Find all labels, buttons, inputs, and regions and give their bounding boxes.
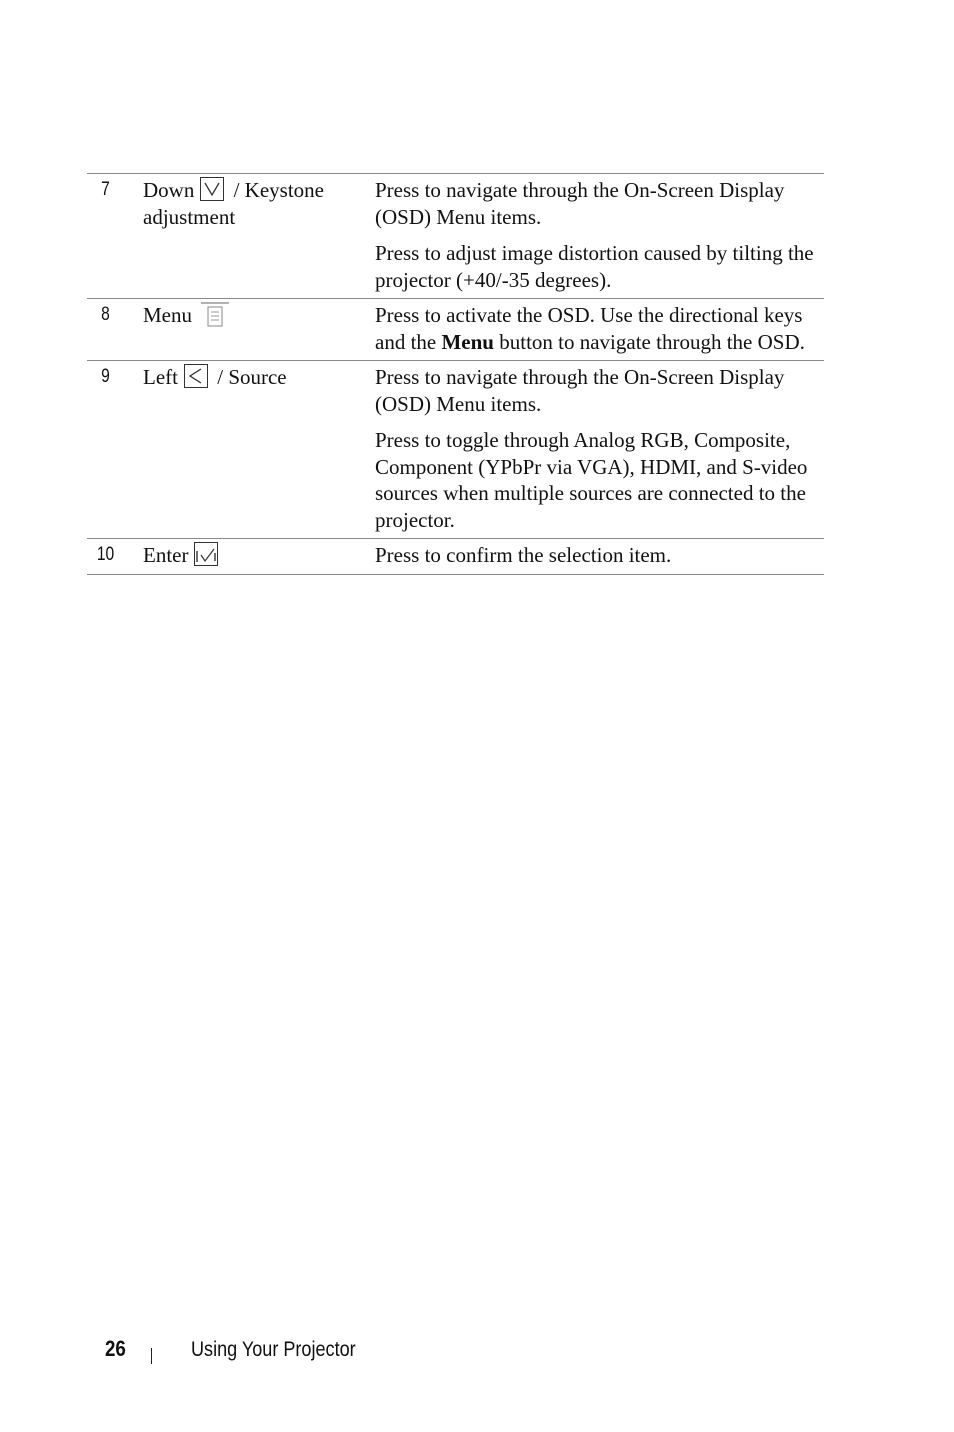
description-paragraph: Press to confirm the selection item.	[375, 543, 672, 567]
feature-name: Menu	[143, 303, 192, 327]
feature-name: Enter	[143, 543, 189, 567]
footer-divider	[151, 1348, 152, 1364]
button-description-table	[87, 173, 824, 575]
menu-key-icon	[201, 302, 229, 328]
description-text: Press to activate the OSD. Use the directional keys and the	[375, 303, 803, 354]
feature-cell	[143, 364, 363, 391]
row-number: 10	[96, 544, 115, 565]
description-cell	[375, 299, 824, 360]
description-paragraph	[375, 302, 824, 355]
row-number: 8	[101, 304, 110, 325]
description-text: button to navigate through the OSD.	[499, 329, 805, 354]
feature-cell	[143, 177, 363, 231]
footer-section-title: Using Your Projector	[191, 1338, 356, 1361]
enter-check-key-icon	[194, 542, 218, 566]
feature-cell	[143, 542, 363, 569]
table-row	[87, 539, 824, 575]
description-paragraph: Press to adjust image distortion caused by tilting the projector (+40/-35 degrees).	[375, 241, 814, 292]
table-row	[87, 299, 824, 361]
description-paragraph: Press to navigate through the On-Screen Display (OSD) Menu items.	[375, 178, 785, 229]
feature-name: Left	[143, 365, 178, 389]
feature-name: Down	[143, 178, 195, 202]
table-row	[87, 361, 824, 539]
menu-bold-label: Menu	[441, 329, 494, 354]
description-paragraph: Press to navigate through the On-Screen Display (OSD) Menu items.	[375, 365, 785, 416]
description-cell	[375, 539, 824, 574]
description-cell	[375, 361, 824, 538]
description-cell	[375, 174, 824, 298]
row-number: 7	[101, 179, 110, 200]
left-arrow-key-icon	[184, 364, 208, 388]
feature-suffix: / Source	[217, 365, 287, 389]
row-number: 9	[101, 366, 110, 387]
down-arrow-key-icon	[200, 177, 224, 201]
table-row	[87, 174, 824, 299]
description-paragraph: Press to toggle through Analog RGB, Composite, Component (YPbPr via VGA), HDMI, and S-video sources when multiple sources are connected to the projector.	[375, 428, 808, 532]
feature-suffix: / Keystone adjustment	[143, 178, 324, 229]
feature-cell	[143, 302, 363, 329]
page-number: 26	[105, 1336, 126, 1361]
